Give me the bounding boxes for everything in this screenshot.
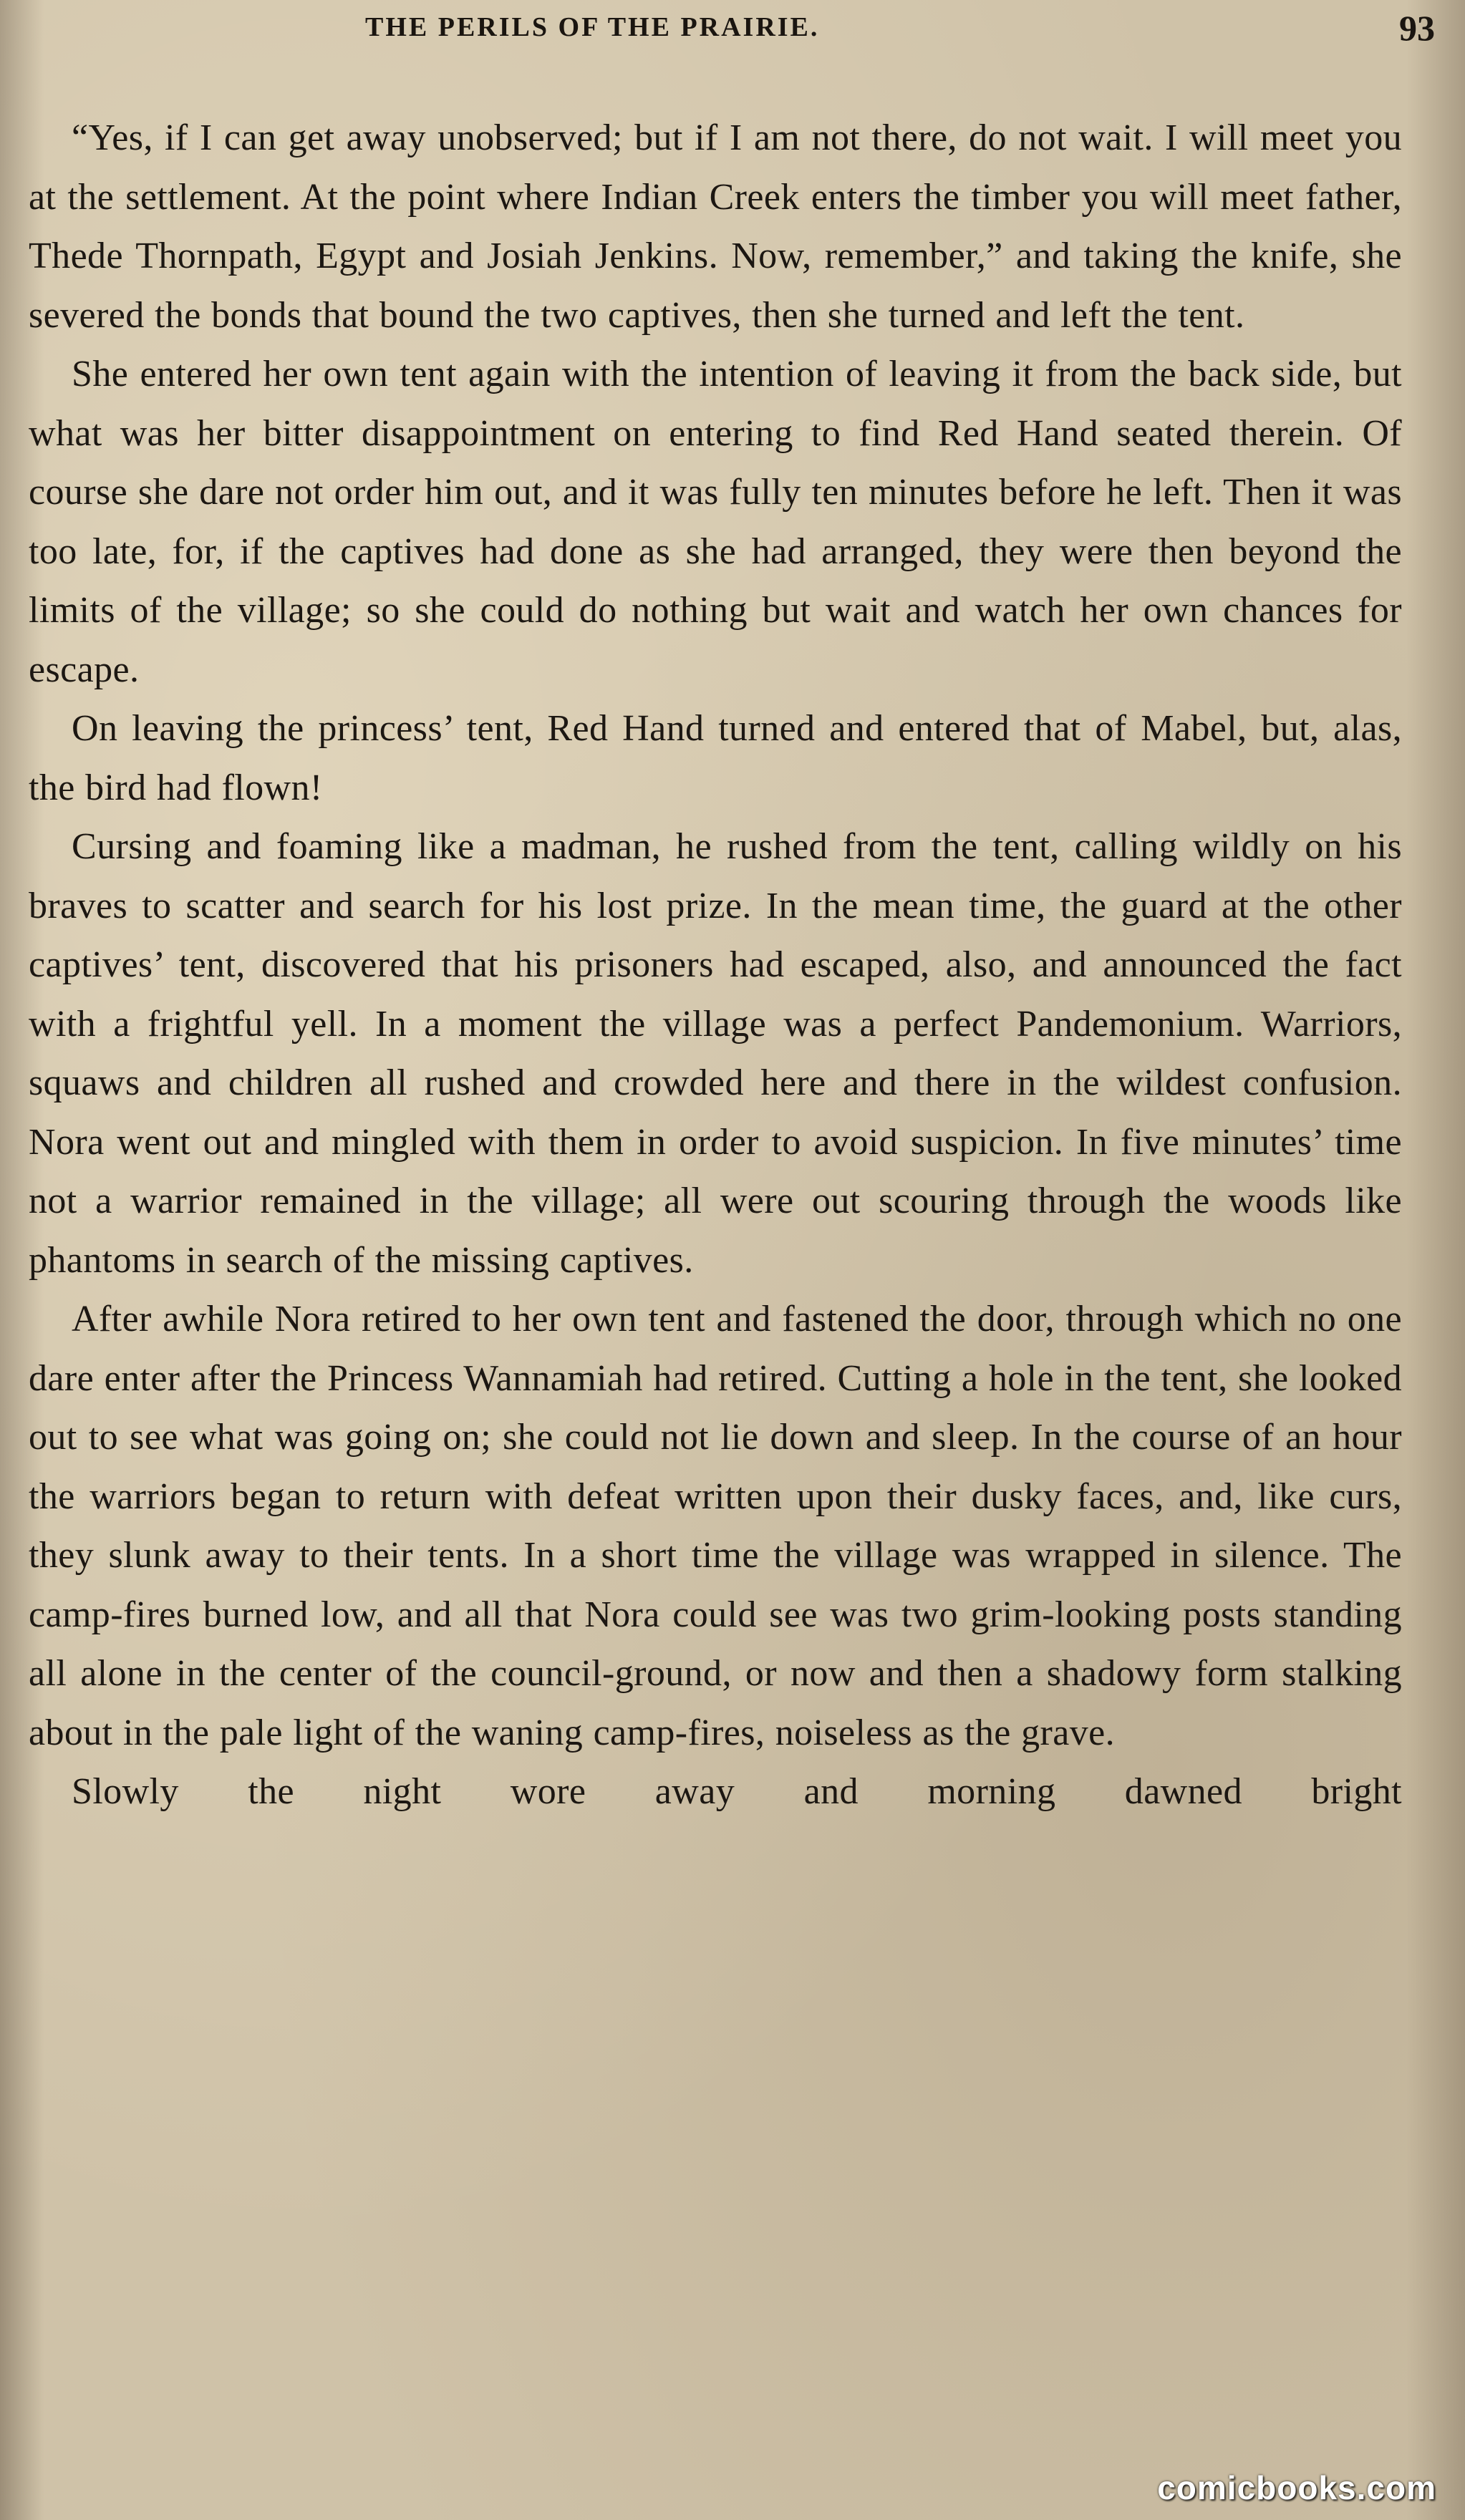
paragraph: She entered her own tent again with the intention of leaving it from the back side, but what was her bitter disappointment on entering to find Red Hand seated therein. Of course she dare not order him out, and it was fully ten minutes before he left. Then it was too late, for, if the captives had done as she had arranged, they were then beyond the limits of the village; so she could do nothing but wait and watch her own chances for escape. <box>29 354 1402 690</box>
watermark: comicbooks.com <box>1157 2469 1436 2506</box>
running-title: THE PERILS OF THE PRAIRIE. <box>365 12 820 42</box>
page-number: 93 <box>1399 8 1435 48</box>
paragraph: “Yes, if I can get away unobserved; but if I am not there, do not wait. I will meet you at the settlement. At the point where Indian Creek enters the timber you will meet father, Thede Thornpath, Egypt and Josiah Jenkins. Now, remember,” and taking the knife, she severed the bonds that bound the two captives, then she turned and left the tent. <box>29 117 1402 336</box>
paragraph: On leaving the princess’ tent, Red Hand turned and entered that of Mabel, but, alas, the bird had flown! <box>29 708 1402 808</box>
paragraph-continued: Slowly the night wore away and morning dawned bright <box>72 1771 1402 1812</box>
paragraph: After awhile Nora retired to her own tent and fastened the door, through which no one dare enter after the Princess Wannamiah had retired. Cutting a hole in the tent, she looked out to see what was going on; she could not lie down and sleep. In the course of an hour the warriors began to return with defeat written upon their dusky faces, and, like curs, they slunk away to their tents. In a short time the village was wrapped in silence. The camp-fires burned low, and all that Nora could see was two grim-looking posts standing all alone in the center of the council-ground, or now and then a shadowy form stalking about in the pale light of the waning camp-fires, noiseless as the grave. <box>29 1299 1402 1753</box>
running-head <box>29 7 1436 57</box>
body-text <box>29 109 1402 1822</box>
paragraph: Cursing and foaming like a madman, he rushed from the tent, calling wildly on his braves to scatter and search for his lost prize. In the mean time, the guard at the other captives’ tent, discovered that his prisoners had escaped, also, and announced the fact with a frightful yell. In a moment the village was a perfect Pandemonium. Warriors, squaws and children all rushed and crowded here and there in the wildest confusion. Nora went out and mingled with them in order to avoid suspicion. In five minutes’ time not a warrior remained in the village; all were out scouring through the woods like phantoms in search of the missing captives. <box>29 826 1402 1281</box>
